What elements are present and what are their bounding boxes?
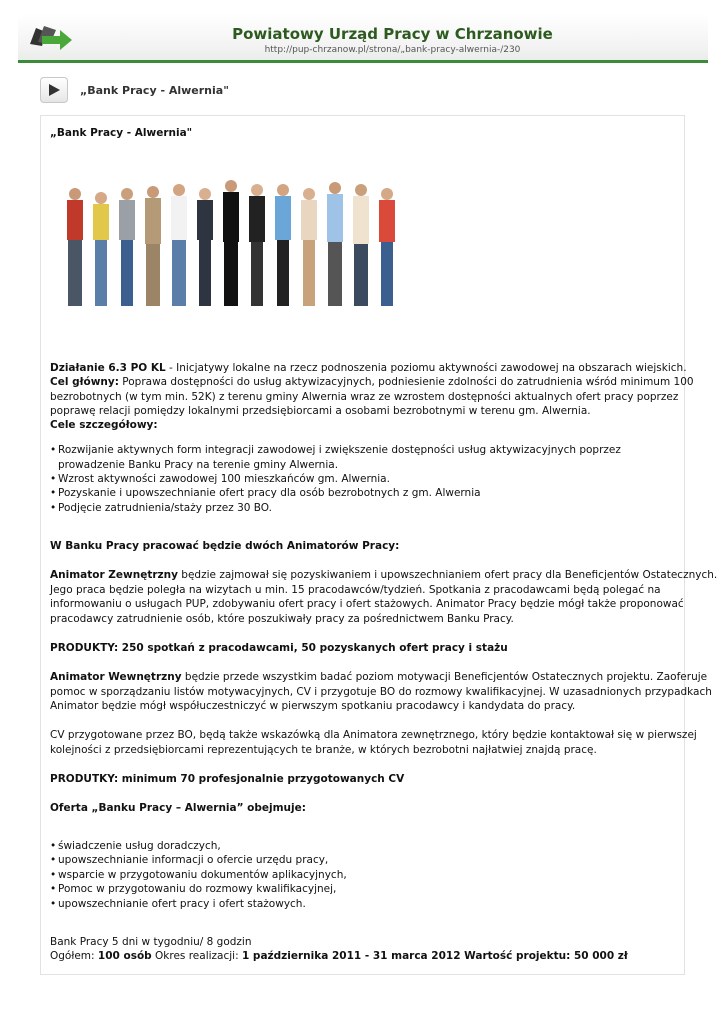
list-item: • Pozyskanie i upowszechnianie ofert pracy dla osób bezrobotnych z gm. Alwernia <box>50 486 481 501</box>
dzialanie-paragraph <box>50 361 687 376</box>
cv-line-1: CV przygotowane przez BO, będą także wskazówką dla Animatora zewnętrznego, który będzie kontaktował się w pierwszej <box>50 729 697 741</box>
animator-wewnetrzny-line: Animator Wewnętrzny będzie przede wszystkim badać poziom motywacji Beneficjentów Ostatecznych projektu. Zaoferuje <box>50 671 708 683</box>
cel-glowny-line-3: poprawę relacji pomiędzy lokalnymi przedsiębiorcami a osobami bezrobotnymi w terenu gm. Alwernia. <box>50 405 591 417</box>
header-divider <box>18 60 708 63</box>
dzialanie-text: - Inicjatywy lokalne na rzecz podnoszenia poziomu aktywności zawodowej na obszarach wiejskich. <box>165 362 687 374</box>
cel-glowny-text: Poprawa dostępności do usług aktywizacyjnych, podniesienie zdolności do zatrudnienia wśród minimum 100 <box>118 376 694 388</box>
animator-zewnetrzny-line-3: informowaniu o usługach PUP, zdobywaniu ofert pracy i ofert stażowych. Animator Pracy będzie mógł także proponować <box>50 598 684 610</box>
group-of-people-image <box>55 180 435 320</box>
cel-glowny-line-2: bezrobotnych (w tym min. 52K) z terenu gminy Alwernia wraz ze wzrostem dostępności aktualnych ofert pracy poprzez <box>50 391 679 403</box>
list-item: • Rozwijanie aktywnych form integracji zawodowej i zwiększenie dostępności usług aktywizacyjnych poprzez prowadzenie Banku Pracy na terenie gminy Alwernia. <box>50 443 621 472</box>
hours-line: Bank Pracy 5 dni w tygodniu/ 8 godzin <box>50 936 252 948</box>
list-item: • upowszechnianie informacji o ofercie urzędu pracy, <box>50 853 328 868</box>
site-title: Powiatowy Urząd Pracy w Chrzanowie <box>232 25 553 43</box>
play-arrow-icon <box>49 84 60 96</box>
summary-line: Ogółem: 100 osób Okres realizacji: 1 października 2011 - 31 marca 2012 Wartość projektu: 50 000 zł <box>50 950 628 962</box>
page-url: http://pup-chrzanow.pl/strona/„bank-pracy-alwernia-/230 <box>264 45 521 55</box>
list-item: • Podjęcie zatrudnienia/staży przez 30 BO. <box>50 501 272 516</box>
produkty-1: PRODUKTY: 250 spotkań z pracodawcami, 50 pozyskanych ofert pracy i stażu <box>50 642 508 654</box>
dzialanie-label: Działanie 6.3 PO KL <box>50 362 166 374</box>
animator-zewnetrzny-line-4: pracodawcy zatrudnienie osób, które poszukiwały pracy za pośrednictwem Banku Pracy. <box>50 613 514 625</box>
list-item: • świadczenie usług doradczych, <box>50 839 221 854</box>
list-item: • upowszechnianie ofert pracy i ofert stażowych. <box>50 897 306 912</box>
content-title: „Bank Pracy - Alwernia" <box>50 127 193 139</box>
cv-line-2: kolejności z przedsiębiorcami reprezentujących te branże, w których bezrobotni najłatwiej znajdą pracę. <box>50 744 597 756</box>
back-button[interactable] <box>40 77 68 103</box>
oferta-heading: Oferta „Banku Pracy – Alwernia” obejmuje: <box>50 802 306 814</box>
list-item: • Wzrost aktywności zawodowej 100 mieszkańców gm. Alwernia. <box>50 472 390 487</box>
list-item: • Pomoc w przygotowaniu do rozmowy kwalifikacyjnej, <box>50 882 336 897</box>
cel-glowny-line <box>50 375 694 390</box>
animator-wewnetrzny-label: Animator Wewnętrzny <box>50 671 182 683</box>
animators-heading: W Banku Pracy pracować będzie dwóch Animatorów Pracy: <box>50 540 400 552</box>
animator-wewnetrzny-line-2: pomoc w sporządzaniu listów motywacyjnych, CV i przygotuje BO do rozmowy kwalifikacyjnej. W uzasadnionych przypadkach <box>50 686 712 698</box>
cel-glowny-label: Cel główny: <box>50 376 119 388</box>
animator-wewnetrzny-line-3: Animator będzie mógł współuczestniczyć w pierwszym spotkaniu pracodawcy i kandydata do pracy. <box>50 700 576 712</box>
animator-zewnetrzny-label: Animator Zewnętrzny <box>50 569 178 581</box>
list-item: • wsparcie w przygotowaniu dokumentów aplikacyjnych, <box>50 868 347 883</box>
cele-szczegolowe-label: Cele szczegółowy: <box>50 419 158 431</box>
animator-zewnetrzny-line: Animator Zewnętrzny będzie zajmował się pozyskiwaniem i upowszechnianiem ofert pracy dla Beneficjentów Ostatecznych. <box>50 569 718 581</box>
produkty-2: PRODUTKY: minimum 70 profesjonalnie przygotowanych CV <box>50 773 405 785</box>
animator-zewnetrzny-line-2: Jego praca będzie poległa na wizytach u min. 15 pracodawców/tydzień. Spotkania z pracodawcami będą polegać na <box>50 584 661 596</box>
page-title: „Bank Pracy - Alwernia" <box>80 84 229 97</box>
